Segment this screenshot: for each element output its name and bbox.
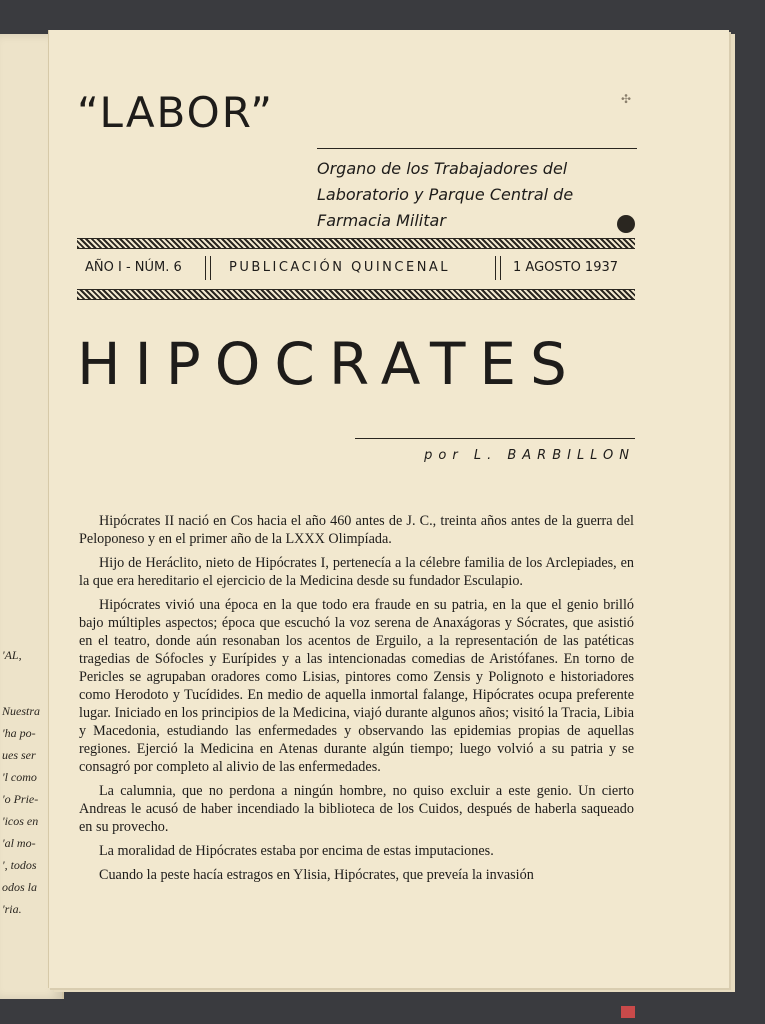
article-paragraph: Hipócrates vivió una época en la que todo era fraude en su patria, en la que el genio brilló bajo múltiples aspectos; época que escuchó la voz serena de Anaxágoras y Sócrates, que asistió en el teatro, donde aún resonaban los acentos de Erguilo, a la representación de las patéticas tragedias de Sófocles y Eurípides y a las intencionadas comedias de Aristófanes. En torno de Pericles se agrupaban oradores como Lisias, pintores como Zensis y Polignoto e historiadores como Herodoto y Tucídides. En medio de aquella inmortal falange, Hipócrates ocupa preferente lugar. Iniciado en los principios de la Medicina, viajó durante algunos años; visitó la Tracia, Libia y Macedonia, estudiando las enfermedades y observando las epidemias propias de aquellas regiones. Ejerció la Medicina en Atenas durante algún tiempo; luego volvió a su patria y se consagró por completo al alivio de las enfermedades. — [79, 597, 634, 775]
masthead-subtitle: Organo de los Trabajadores del Laboratorio y Parque Central de Farmacia Militar — [317, 159, 574, 230]
issue-date: 1 AGOSTO 1937 — [513, 260, 619, 275]
page-corner-mark: ✣ — [621, 92, 632, 106]
decorative-band-bottom — [77, 289, 635, 300]
issue-number: AÑO I - NÚM. 6 — [85, 260, 182, 275]
facing-page-fragment: 'ria. — [2, 902, 22, 916]
facing-page-fragment: 'l como — [2, 770, 37, 784]
info-separator — [495, 256, 501, 280]
facing-page-fragment: 'icos en — [2, 814, 39, 828]
masthead-title: “LABOR” — [77, 88, 274, 137]
facing-page-fragment: 'AL, — [2, 648, 22, 662]
bookmark-tab — [621, 1006, 635, 1018]
info-separator — [205, 256, 211, 280]
article-paragraph: La moralidad de Hipócrates estaba por encima de estas imputaciones. — [99, 843, 494, 859]
issue-info-bar — [77, 256, 635, 280]
facing-page-fragment: ues ser — [2, 748, 36, 762]
article-title: HIPOCRATES — [77, 330, 581, 398]
article-paragraph: Hipócrates II nació en Cos hacia el año 460 antes de J. C., treinta años antes de la guerra del Peloponeso y en el primer año de la LXXX Olimpíada. — [79, 513, 634, 547]
facing-page-fragment: ', todos — [2, 858, 37, 872]
article-byline: por L. BARBILLON — [424, 448, 635, 463]
article-paragraph: Cuando la peste hacía estragos en Ylisia, Hipócrates, que preveía la invasión — [99, 867, 534, 883]
facing-page-fragment: 'ha po- — [2, 726, 36, 740]
publication-frequency: PUBLICACIÓN QUINCENAL — [229, 260, 451, 275]
facing-page-fragment: 'o Prie- — [2, 792, 39, 806]
masthead-rule — [317, 148, 637, 149]
article-paragraph: Hijo de Heráclito, nieto de Hipócrates I, pertenecía a la célebre familia de los Arclepiades, en la que era hereditario el ejercicio de la Medicina desde su fundador Esculapio. — [79, 555, 634, 589]
article-paragraph: La calumnia, que no perdona a ningún hombre, no quiso excluir a este genio. Un cierto Andreas le acusó de haber incendiado la biblioteca de los Cuidos, después de haberla saqueado en su provecho. — [79, 783, 634, 835]
byline-rule — [355, 438, 635, 439]
facing-page-fragment: odos la — [2, 880, 38, 894]
article-body — [79, 512, 634, 890]
facing-page-fragment: 'al mo- — [2, 836, 36, 850]
ornament-dot — [617, 215, 635, 233]
facing-page-fragment: Nuestra — [2, 704, 41, 718]
newspaper-page — [48, 30, 729, 988]
decorative-band-top — [77, 238, 635, 249]
